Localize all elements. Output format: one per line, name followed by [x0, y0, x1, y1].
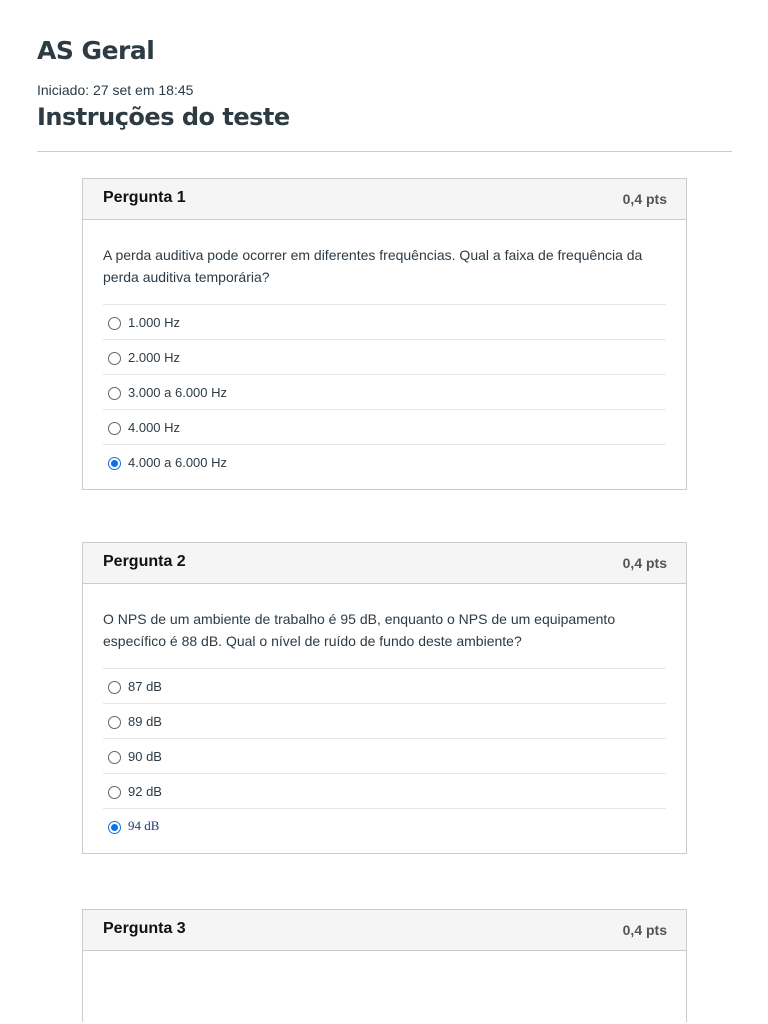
answer-option-selected[interactable]	[103, 444, 666, 479]
answer-label[interactable]: 92 dB	[128, 783, 162, 799]
question-text: O NPS de um ambiente de trabalho é 95 dB, enquanto o NPS de um equipamento específico é 88 dB. Qual o nível de ruído de fundo deste ambiente?	[103, 611, 616, 649]
radio-button[interactable]	[108, 716, 121, 729]
answer-list	[103, 668, 666, 853]
answer-option[interactable]	[103, 339, 666, 374]
radio-button-selected[interactable]	[108, 821, 121, 834]
answer-label[interactable]: 2.000 Hz	[128, 349, 181, 365]
radio-button[interactable]	[108, 786, 121, 799]
question-points: 0,4 pts	[622, 555, 667, 571]
answer-label[interactable]: 3.000 a 6.000 Hz	[128, 384, 228, 400]
course-title: AS Geral	[37, 36, 155, 65]
answer-option[interactable]	[103, 773, 666, 808]
question-header	[83, 910, 686, 951]
answer-label[interactable]: 1.000 Hz	[128, 314, 181, 330]
radio-button[interactable]	[108, 422, 121, 435]
radio-button[interactable]	[108, 387, 121, 400]
radio-button[interactable]	[108, 317, 121, 330]
question-name: Pergunta 3	[103, 920, 186, 937]
question-points: 0,4 pts	[622, 191, 667, 207]
header-divider	[37, 151, 732, 152]
instructions-title: Instruções do teste	[37, 103, 290, 131]
started-timestamp: Iniciado: 27 set em 18:45	[37, 82, 194, 98]
answer-list	[103, 304, 666, 489]
answer-label[interactable]: 89 dB	[128, 713, 162, 729]
question-name: Pergunta 2	[103, 553, 186, 570]
question-text: A perda auditiva pode ocorrer em diferentes frequências. Qual a faixa de frequência da perda auditiva temporária?	[103, 247, 643, 285]
answer-label[interactable]: 4.000 a 6.000 Hz	[128, 454, 228, 470]
question-name: Pergunta 1	[103, 189, 186, 206]
answer-label[interactable]: 94 dB	[128, 818, 160, 833]
answer-option[interactable]	[103, 668, 666, 703]
question-card-3	[82, 909, 687, 1022]
question-points: 0,4 pts	[622, 922, 667, 938]
radio-button-selected[interactable]	[108, 457, 121, 470]
question-header	[83, 543, 686, 584]
answer-label[interactable]: 87 dB	[128, 678, 162, 694]
radio-button[interactable]	[108, 751, 121, 764]
question-card-1	[82, 178, 687, 490]
answer-option[interactable]	[103, 703, 666, 738]
answer-option[interactable]	[103, 409, 666, 444]
answer-option[interactable]	[103, 374, 666, 409]
question-header	[83, 179, 686, 220]
answer-label[interactable]: 90 dB	[128, 748, 162, 764]
answer-option-selected[interactable]	[103, 808, 666, 843]
question-card-2	[82, 542, 687, 854]
answer-option[interactable]	[103, 738, 666, 773]
radio-button[interactable]	[108, 352, 121, 365]
answer-option[interactable]	[103, 304, 666, 339]
radio-button[interactable]	[108, 681, 121, 694]
answer-label[interactable]: 4.000 Hz	[128, 419, 181, 435]
